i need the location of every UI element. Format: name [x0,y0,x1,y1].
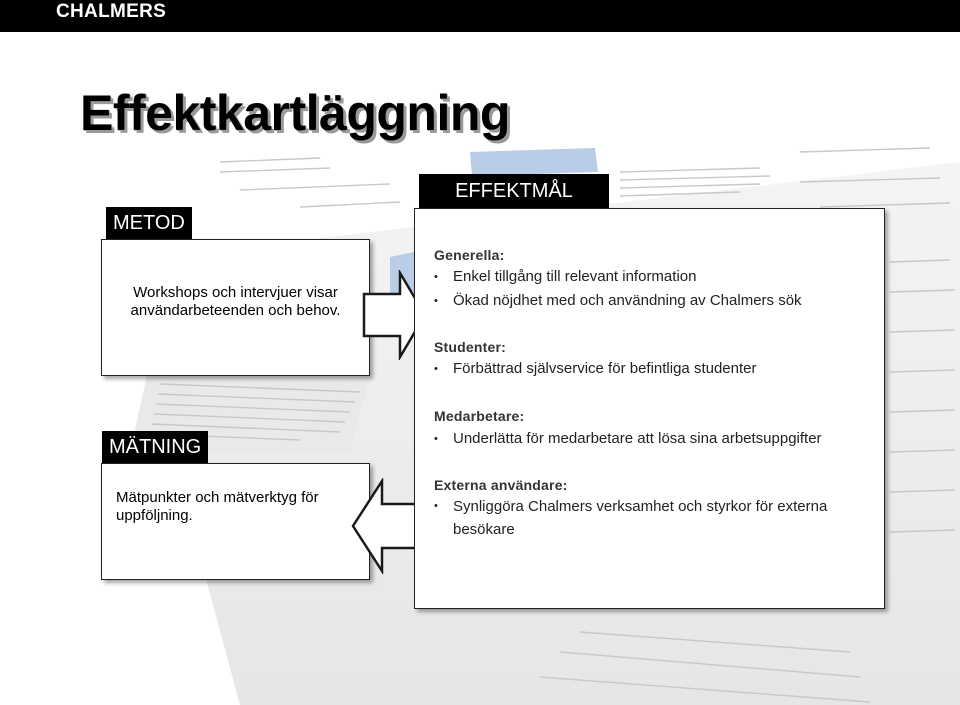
bullet-text: Underlätta för medarbetare att lösa sina arbetsuppgifter [453,430,822,447]
bullet-text: Ökad nöjdhet med och användning av Chalmers sök [453,292,802,309]
chalmers-logo: CHALMERS [56,1,167,22]
bullet-item [434,265,874,289]
matning-description: Mätpunkter och mätverktyg för uppföljning. [116,489,319,524]
bullet-icon: • [434,295,438,307]
section-heading-studenter: Studenter: [434,339,506,355]
metod-panel [101,239,370,376]
bullet-item [434,357,874,381]
bullet-item [434,427,874,451]
metod-label: METOD [106,207,192,239]
effektmal-label: EFFEKTMÅL [419,174,609,208]
arrow-left-icon [350,478,420,574]
bullet-item [434,495,864,541]
matning-label: MÄTNING [102,431,208,463]
page-title: Effektkartläggning [80,85,510,141]
top-bar [0,0,960,32]
bullet-icon: • [434,271,438,283]
metod-description: Workshops och intervjuer visar användarbeteenden och behov. [130,284,341,319]
bullet-icon: • [434,363,438,375]
section-heading-medarbetare: Medarbetare: [434,408,525,424]
paper-note-blue [470,148,598,176]
bullet-text: Enkel tillgång till relevant information [453,268,697,285]
matning-panel [101,463,370,580]
bullet-item [434,289,874,313]
bullet-text: Synliggöra Chalmers verksamhet och styrkor för externa besökare [453,498,828,538]
bullet-icon: • [434,433,438,445]
effektmal-panel [414,208,885,609]
section-heading-externa: Externa användare: [434,477,568,493]
section-heading-generella: Generella: [434,247,505,263]
bullet-icon: • [434,500,438,512]
bullet-text: Förbättrad självservice för befintliga studenter [453,360,757,377]
